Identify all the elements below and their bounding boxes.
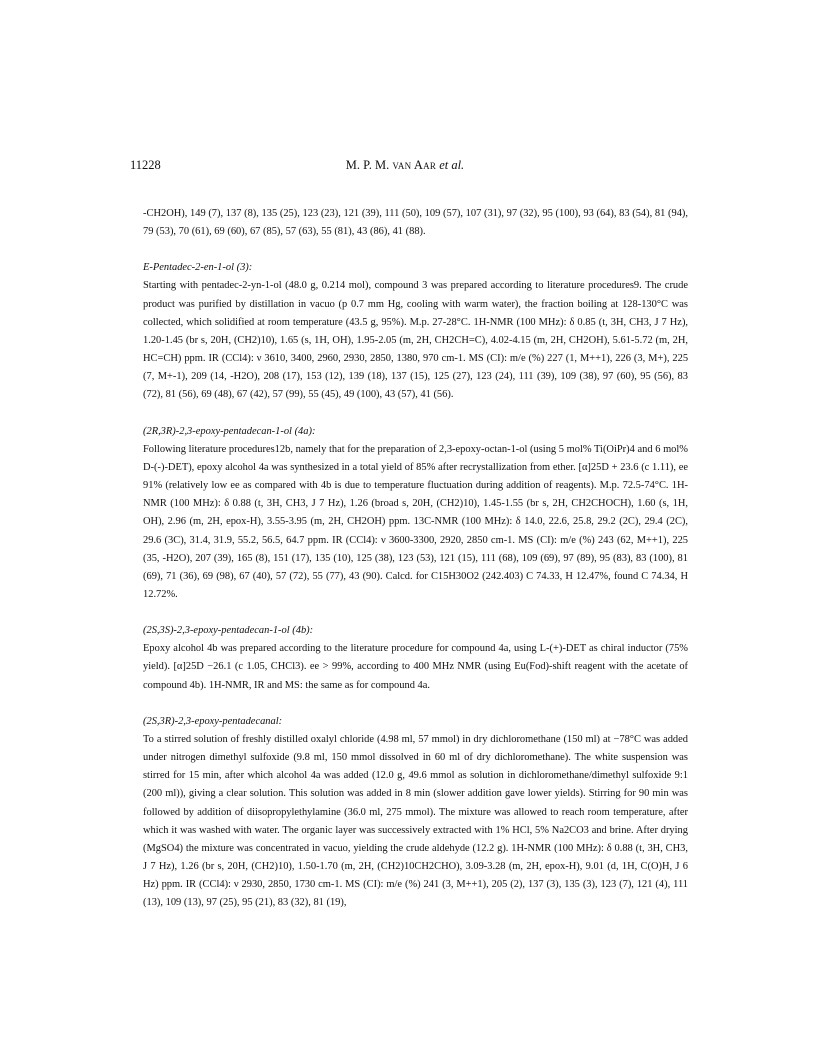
ir-data: IR (CCl4): ν 2930, 2850, 1730 cm-1. [185,879,343,891]
ms-continuation: -CH2OH), 149 (7), 137 (8), 135 (25), 123 (23), 121 (39), 111 (50), 109 (57), 107 (31), 97 (32), 95 (100), 93 (64), 83 (54), 81 (94), 79 (53), 70 (61), 69 (60), 67 (85), 57 (63), 55 (81), 43 (86), 41 (88). [143,208,688,238]
section-body-4a [143,441,688,604]
h-nmr-data: 1H-NMR (100 MHz): δ 0.88 (t, 3H, CH3, J 7 Hz), 1.26 (br s, 20H, (CH2)10), 1.50-1.70 (m, 2H, (CH2)10CH2CHO), 3.09-3.28 (m, 2H, epox-H), 9.01 (d, 1H, C(O)H, J 6 Hz) ppm. [143,842,688,891]
section-title-4b: (2S,3S)-2,3-epoxy-pentadecan-1-ol (4b): [143,625,314,637]
spectra-note: 1H-NMR, IR and MS: the same as for compound 4a. [208,679,430,691]
article-body [143,205,688,912]
prep-text: Starting with pentadec-2-yn-1-ol (48.0 g, 0.214 mol), compound 3 was prepared according to literature procedures9. The crude product was purified by distillation in vacuo (p 0.7 mm Hg, cooling with warm water), the fraction boiling at 128-130°C was collected, which solidified at room temperature (43.5 g, 95%). [143,280,688,328]
ee-method: according to 400 MHz NMR (using Eu(Fod)-shift reagent with the acetate of compound 4b). [143,661,689,691]
ir-data: IR (CCl4): ν 3600-3300, 2920, 2850 cm-1. [332,534,515,546]
section-body-aldehyde [143,731,688,913]
prep-text: Following literature procedures12b, namely that for the preparation of 2,3-epoxy-octan-1-ol (using 5 mol% Ti(OiPr)4 and 6 mol% D-(-)-DET), epoxy alcohol 4a was synthesized in a total yield of 85% after recrystallization from ether. [143,443,688,473]
ee-note: (relatively low ee as compared with 4b is due to temperature fluctuation during addition of reagents). [165,480,597,492]
section-title-aldehyde: (2S,3R)-2,3-epoxy-pentadecanal: [143,715,283,727]
prep-text: Epoxy alcohol 4b was prepared according to the literature procedure for compound 4a, using L-(+)-DET as chiral inductor (75% yield). [143,643,688,673]
optical-rotation: [α]25D −26.1 (c 1.05, CHCl3). ee > 99%, [173,661,354,673]
ms-data: MS (CI): m/e (%) 227 (1, M++1), 226 (3, M+), 225 (7, M+-1), 209 (14, -H2O), 208 (17), 153 (12), 139 (18), 137 (15), 125 (27), 123 (24), 111 (39), 109 (38), 97 (60), 95 (56), 83 (72), 81 (56), 69 (48), 67 (42), 57 (99), 55 (45), 49 (100), 43 (57), 41 (56). [143,353,689,401]
running-head [130,158,680,173]
running-head-prefix: M. P. M. [345,158,393,172]
melting-point: M.p. 27-28°C. [409,316,471,328]
page-header [130,158,680,174]
optical-rotation: [α]25D + 23.6 (c 1.11), ee 91% [143,461,688,492]
melting-point: M.p. 72.5-74°C. [599,480,669,492]
running-head-etal: et al. [436,158,465,172]
ms-data: MS (CI): m/e (%) 241 (3, M++1), 205 (2), 137 (3), 135 (3), 123 (7), 121 (4), 111 (13), 109 (13), 97 (25), 95 (21), 83 (32), 81 (19), [143,879,689,909]
page-number: 11228 [130,158,161,172]
section-title-4a: (2R,3R)-2,3-epoxy-pentadecan-1-ol (4a): [143,425,316,437]
c-nmr-data: 13C-NMR (100 MHz): δ 14.0, 22.6, 25.8, 29.2 (2C), 29.4 (2C), 29.6 (3C), 31.4, 31.9, 55.2, 56.5, 64.7 ppm. [143,516,689,546]
ir-data: IR (CCl4): ν 3610, 3400, 2960, 2930, 2850, 1380, 970 cm-1. [208,353,466,365]
section-title-3: E-Pentadec-2-en-1-ol (3): [143,262,253,274]
prep-text: To a stirred solution of freshly distilled oxalyl chloride (4.98 ml, 57 mmol) in dry dichloromethane (150 ml) at −78°C was added under nitrogen dimethyl sulfoxide (9.8 ml, 150 mmol dissolved in 60 ml of dry dichloromethane). The white suspension was stirred for 15 min, after which alcohol 4a was added (12.0 g, 49.6 mmol as solution in dichloromethane/dimethyl sulfoxide 9:1 (200 ml)), giving a clear solution. This solution was added in 8 min (slower addition gave lower yields). Stirring for 90 min was followed by addition of diisopropylethylamine (36.0 ml, 275 mmol). The mixture was allowed to reach room temperature, after which it was washed with water. The organic layer was successively extracted with 1% HCl, 5% Na2CO3 and brine. After drying (MgSO4) the mixture was concentrated in vacuo, yielding the crude aldehyde (12.2 g). [143,733,688,854]
elemental-analysis: Calcd. for C15H30O2 (242.403) C 74.33, H 12.47%, found C 74.34, H 12.72%. [143,570,689,600]
running-head-author: van Aar [392,158,437,172]
h-nmr-data: 1H-NMR (100 MHz): δ 0.88 (t, 3H, CH3, J 7 Hz), 1.26 (broad s, 20H, (CH2)10), 1.45-1.55 (br s, 2H, CH2CHOCH), 1.60 (s, 1H, OH), 2.96 (m, 2H, epox-H), 3.55-3.95 (m, 2H, CH2OH) ppm. [143,480,688,528]
ms-data: MS (CI): m/e (%) 243 (62, M++1), 225 (35, -H2O), 207 (39), 165 (8), 151 (17), 135 (10), 125 (38), 123 (53), 121 (15), 111 (68), 109 (69), 97 (89), 95 (83), 83 (100), 81 (69), 71 (36), 69 (98), 67 (40), 57 (72), 55 (77), 43 (90). [143,534,689,582]
section-body-4b [143,640,688,694]
section-body-3 [143,277,688,404]
h-nmr-data: 1H-NMR (100 MHz): δ 0.85 (t, 3H, CH3, J 7 Hz), 1.20-1.45 (br s, 20H, (CH2)10), 1.65 (s, 1H, OH), 1.95-2.05 (m, 2H, CH2CH=C), 4.02-4.15 (m, 2H, CH2OH), 5.61-5.72 (m, 2H, HC=CH) ppm. [143,316,689,365]
